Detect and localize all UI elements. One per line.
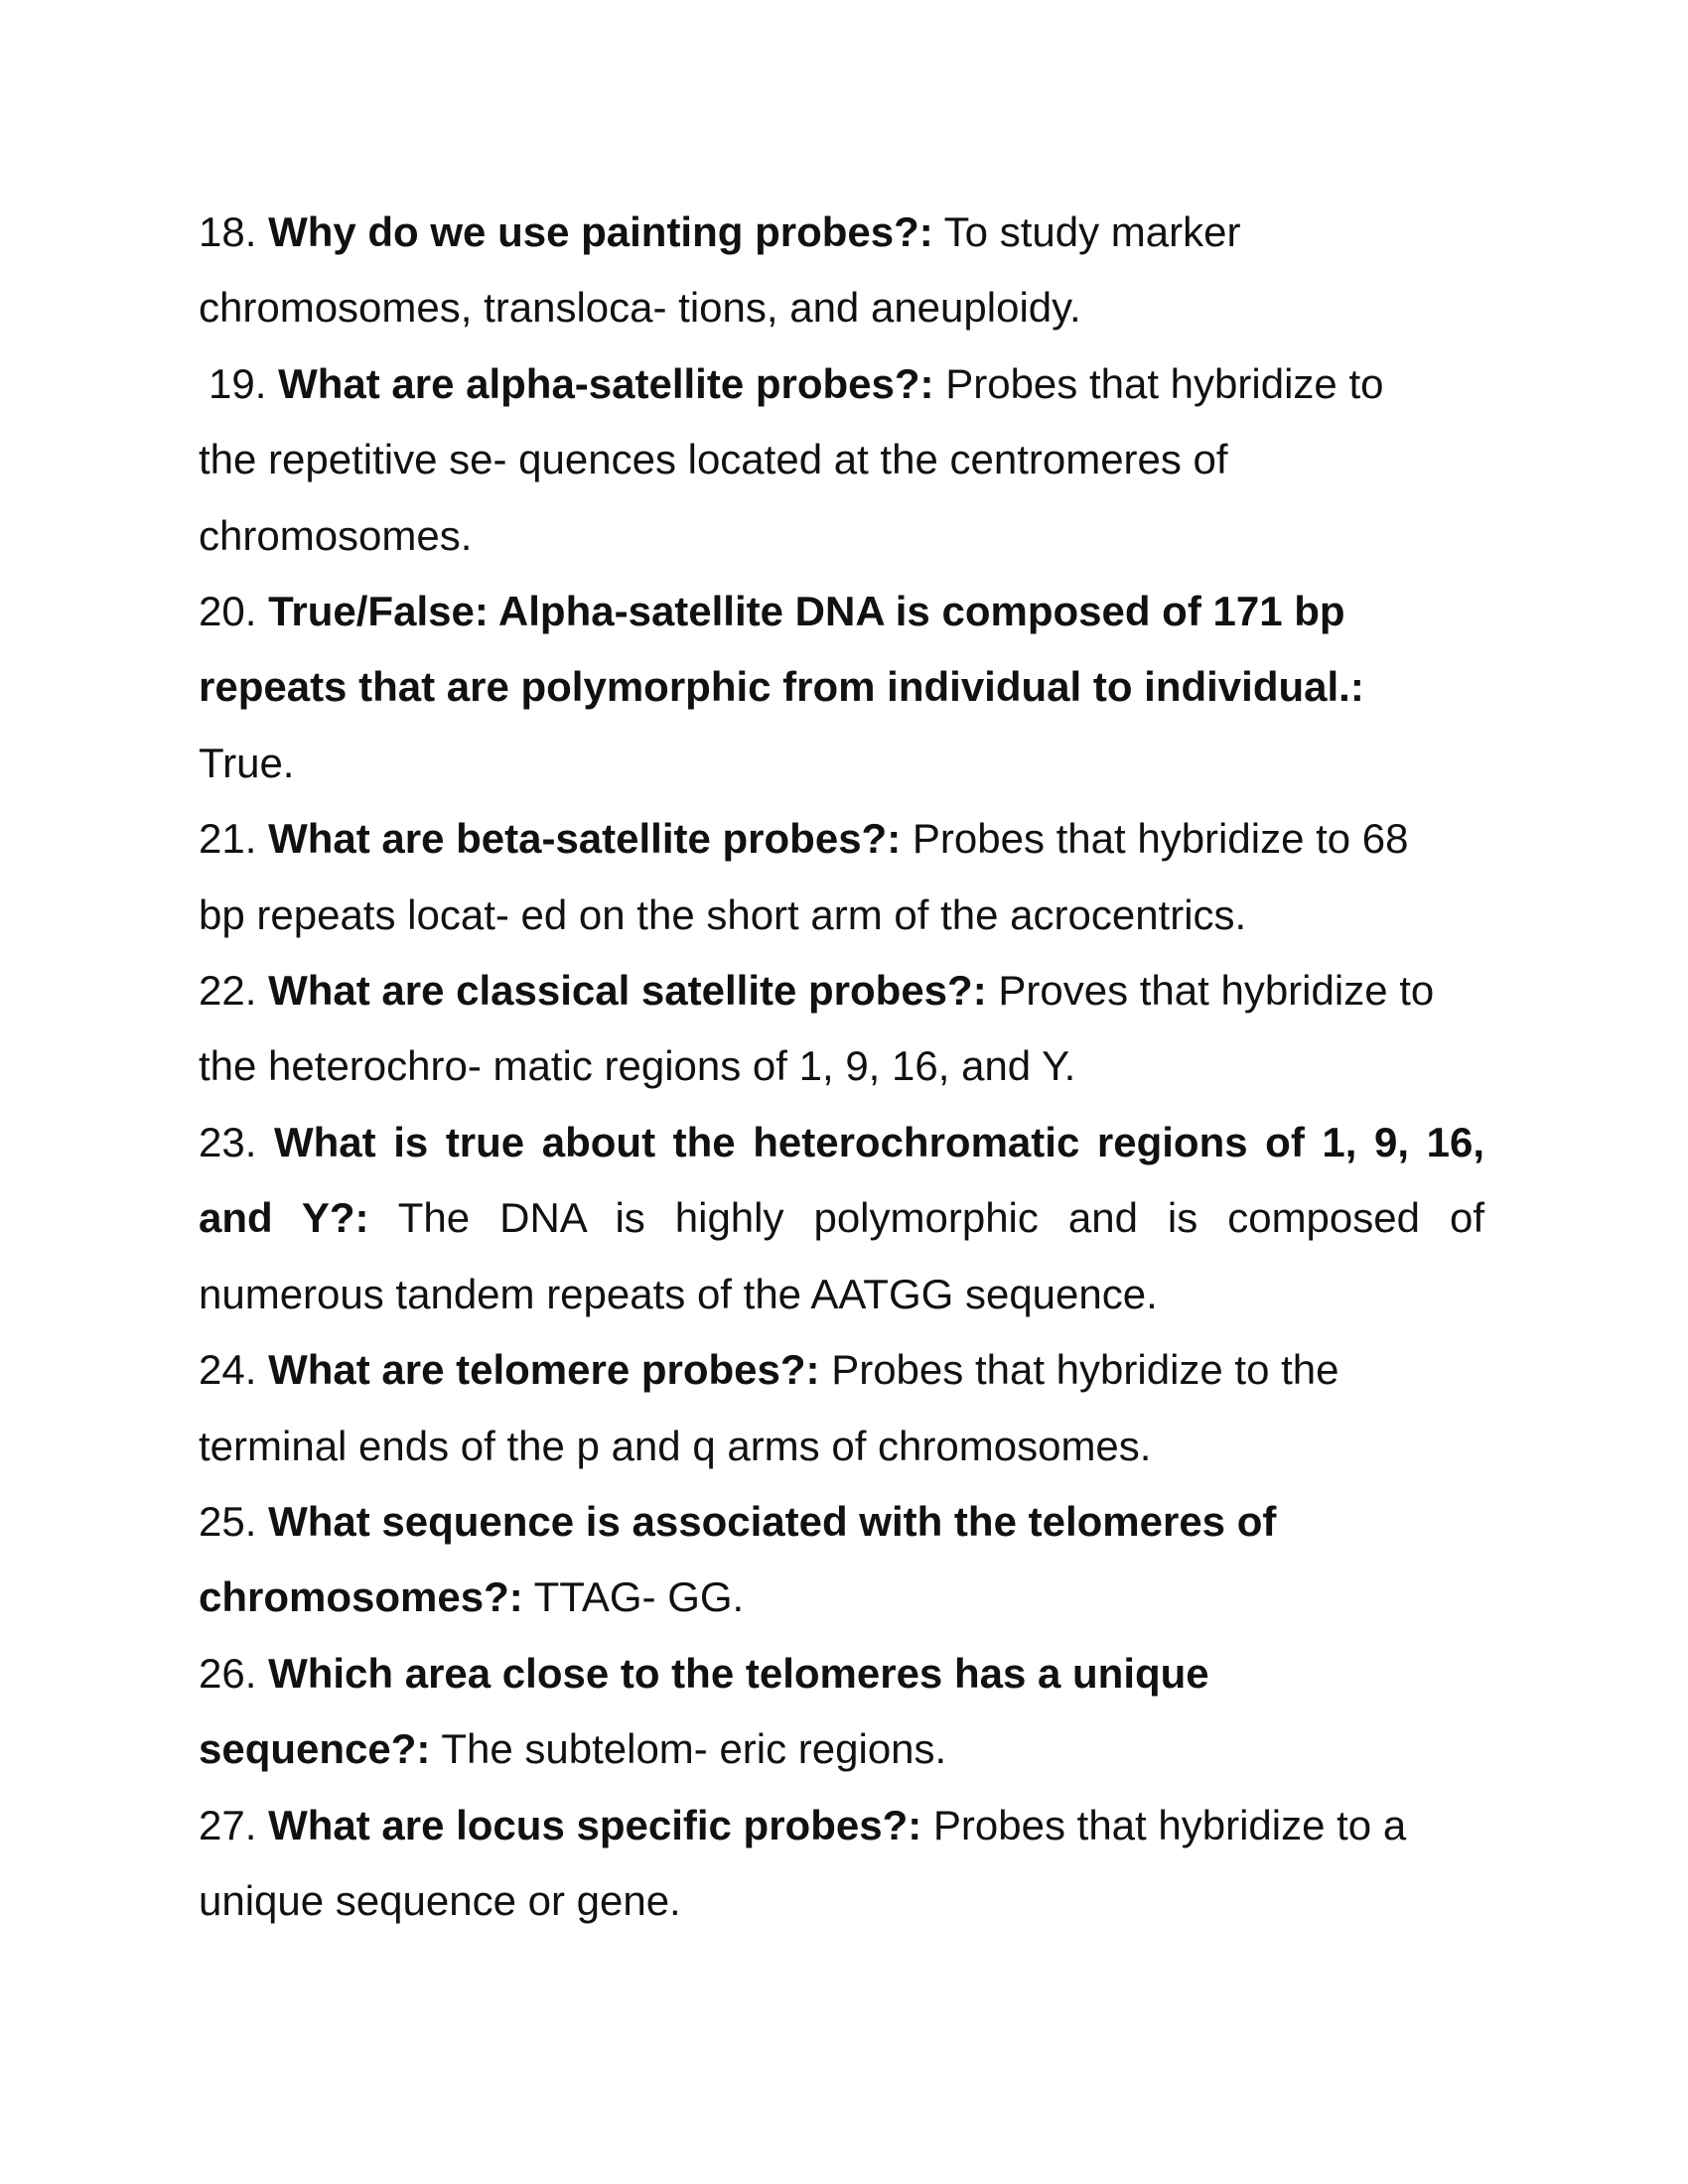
qa-item-21: [199, 801, 1460, 953]
answer: The subtelom- eric regions.: [441, 1725, 947, 1773]
item-number: 20.: [199, 588, 257, 635]
question: What are alpha-satellite probes?:: [278, 359, 934, 407]
item-number: 18.: [199, 208, 257, 255]
qa-item-25: [199, 1484, 1370, 1636]
question: What are classical satellite probes?:: [268, 967, 987, 1015]
item-number: 21.: [199, 815, 257, 863]
item-number: 26.: [199, 1649, 257, 1697]
answer: Probes that hybridize to 68 bp repeats locat- ed on the short arm of the acrocentrics.: [199, 815, 1409, 938]
answer: Proves that hybridize to the heterochro- matic regions of 1, 9, 16, and Y.: [199, 967, 1435, 1090]
qa-item-20: [199, 574, 1450, 801]
qa-item-27: [199, 1788, 1465, 1940]
answer: Probes that hybridize to the terminal ends of the p and q arms of chromosomes.: [199, 1346, 1339, 1469]
qa-item-24: [199, 1332, 1420, 1484]
qa-item-18: [199, 195, 1311, 346]
qa-item-26: [199, 1636, 1350, 1788]
question: Which area close to the telomeres has a unique sequence?:: [199, 1649, 1209, 1773]
item-number: 27.: [199, 1801, 257, 1848]
answer: To study marker chromosomes, transloca- tions, and aneuploidy.: [199, 208, 1241, 332]
question: True/False: Alpha-satellite DNA is composed of 171 bp repeats that are polymorphic from individual to individual.:: [199, 588, 1364, 711]
answer: TTAG- GG.: [533, 1573, 745, 1621]
item-number: 24.: [199, 1346, 257, 1394]
question: Why do we use painting probes?:: [268, 208, 933, 255]
question: What are beta-satellite probes?:: [268, 815, 902, 863]
qa-item-22: [199, 953, 1440, 1105]
answer: True.: [199, 739, 295, 786]
answer: Probes that hybridize to the repetitive se- quences located at the centromeres of chromosomes.: [199, 359, 1384, 559]
answer: Probes that hybridize to a unique sequence or gene.: [199, 1801, 1407, 1924]
question: What are locus specific probes?:: [268, 1801, 922, 1848]
item-number: 25.: [199, 1497, 257, 1545]
item-number: 19.: [209, 359, 267, 407]
question: What is true about the heterochromatic regions of 1, 9, 16, and Y?:: [199, 1118, 1484, 1242]
item-number: 23.: [199, 1118, 257, 1165]
document-page: [199, 195, 1489, 1939]
qa-item-19: [199, 346, 1440, 574]
question: What are telomere probes?:: [268, 1346, 820, 1394]
answer: The DNA is highly polymorphic and is composed of numerous tandem repeats of the AATGG sequence.: [199, 1194, 1484, 1317]
question: What sequence is associated with the telomeres of chromosomes?:: [199, 1497, 1277, 1621]
qa-item-23: [199, 1105, 1484, 1332]
item-number: 22.: [199, 967, 257, 1015]
